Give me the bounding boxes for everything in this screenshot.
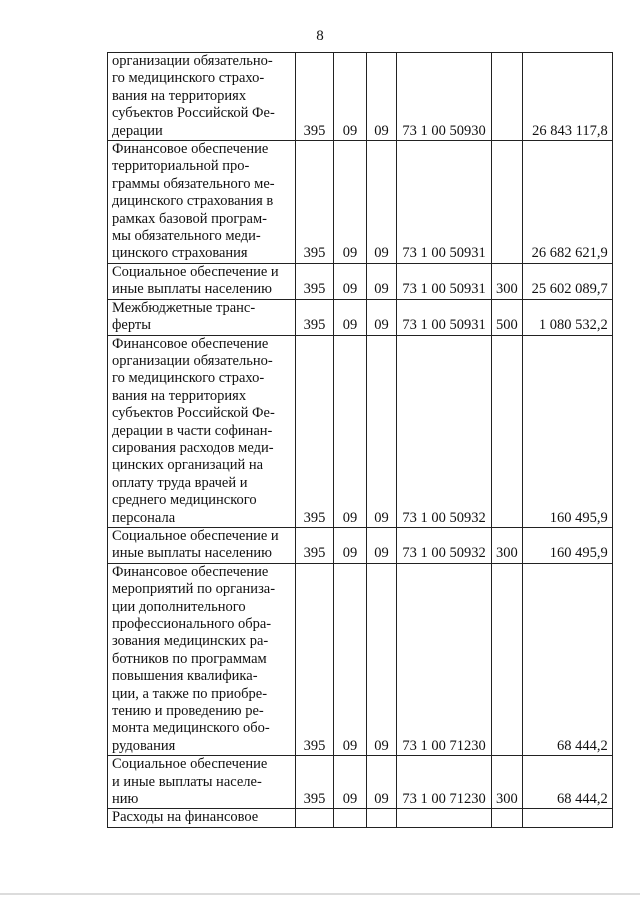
row-vr [492, 53, 523, 141]
budget-table [107, 52, 613, 828]
row-amount: 160 495,9 [522, 527, 612, 563]
row-gr: 395 [296, 299, 334, 335]
row-vr: 300 [492, 527, 523, 563]
row-amount: 25 602 089,7 [522, 263, 612, 299]
row-name: Социальное обеспечение и иные выплаты населе- нию [108, 756, 296, 809]
row-name: организации обязательно- го медицинского страхо- вания на территориях субъектов Российской Фе- дерации [108, 53, 296, 141]
row-pr: 09 [367, 141, 397, 264]
row-rz: 09 [334, 563, 367, 755]
row-gr: 395 [296, 141, 334, 264]
row-amount: 160 495,9 [522, 335, 612, 527]
row-csr: 73 1 00 71230 [397, 563, 492, 755]
row-pr: 09 [367, 563, 397, 755]
row-vr [492, 809, 523, 827]
row-csr: 73 1 00 71230 [397, 756, 492, 809]
row-pr: 09 [367, 299, 397, 335]
table-row [108, 53, 613, 141]
row-gr: 395 [296, 335, 334, 527]
row-rz: 09 [334, 263, 367, 299]
row-gr: 395 [296, 527, 334, 563]
row-amount: 26 682 621,9 [522, 141, 612, 264]
row-pr: 09 [367, 756, 397, 809]
row-vr: 300 [492, 756, 523, 809]
row-amount: 68 444,2 [522, 756, 612, 809]
row-pr: 09 [367, 53, 397, 141]
row-rz: 09 [334, 141, 367, 264]
row-gr: 395 [296, 563, 334, 755]
row-csr: 73 1 00 50932 [397, 335, 492, 527]
row-rz: 09 [334, 299, 367, 335]
row-name: Финансовое обеспечение мероприятий по организа- ции дополнительного профессионального обра- зования медицинских ра- ботников по программам повышения квалифика- ции, а также по приобре- тению и проведению ре- монта медицинского обо- рудования [108, 563, 296, 755]
row-rz: 09 [334, 335, 367, 527]
row-gr: 395 [296, 756, 334, 809]
row-amount [522, 809, 612, 827]
row-amount: 68 444,2 [522, 563, 612, 755]
row-rz: 09 [334, 53, 367, 141]
page-number: 8 [316, 28, 324, 44]
row-gr [296, 809, 334, 827]
row-vr [492, 141, 523, 264]
row-vr [492, 335, 523, 527]
row-csr: 73 1 00 50931 [397, 299, 492, 335]
row-name: Финансовое обеспечение организации обязательно- го медицинского страхо- вания на территориях субъектов Российской Фе- дерации в части софинан- сирования расходов меди- цинских организаций на оплату труда врачей и среднего медицинского персонала [108, 335, 296, 527]
row-vr: 500 [492, 299, 523, 335]
row-gr: 395 [296, 53, 334, 141]
row-pr: 09 [367, 527, 397, 563]
row-name: Расходы на финансовое [108, 809, 296, 827]
row-name: Социальное обеспечение и иные выплаты населению [108, 263, 296, 299]
row-pr [367, 809, 397, 827]
row-csr: 73 1 00 50931 [397, 141, 492, 264]
row-csr: 73 1 00 50931 [397, 263, 492, 299]
table-row [108, 299, 613, 335]
row-vr: 300 [492, 263, 523, 299]
row-name: Социальное обеспечение и иные выплаты населению [108, 527, 296, 563]
table-row [108, 335, 613, 527]
table-row [108, 756, 613, 809]
row-name: Межбюджетные транс- ферты [108, 299, 296, 335]
row-rz [334, 809, 367, 827]
row-rz: 09 [334, 756, 367, 809]
row-pr: 09 [367, 263, 397, 299]
row-name: Финансовое обеспечение территориальной про- граммы обязательного ме- дицинского страхования в рамках базовой програм- мы обязательного меди- цинского страхования [108, 141, 296, 264]
row-gr: 395 [296, 263, 334, 299]
row-vr [492, 563, 523, 755]
row-pr: 09 [367, 335, 397, 527]
table-body [108, 53, 613, 828]
row-csr [397, 809, 492, 827]
row-csr: 73 1 00 50932 [397, 527, 492, 563]
row-amount: 26 843 117,8 [522, 53, 612, 141]
row-csr: 73 1 00 50930 [397, 53, 492, 141]
table-row [108, 527, 613, 563]
table-row [108, 141, 613, 264]
row-amount: 1 080 532,2 [522, 299, 612, 335]
table-row [108, 809, 613, 827]
row-rz: 09 [334, 527, 367, 563]
table-row [108, 263, 613, 299]
page-bottom-rule [0, 893, 640, 895]
table-row [108, 563, 613, 755]
